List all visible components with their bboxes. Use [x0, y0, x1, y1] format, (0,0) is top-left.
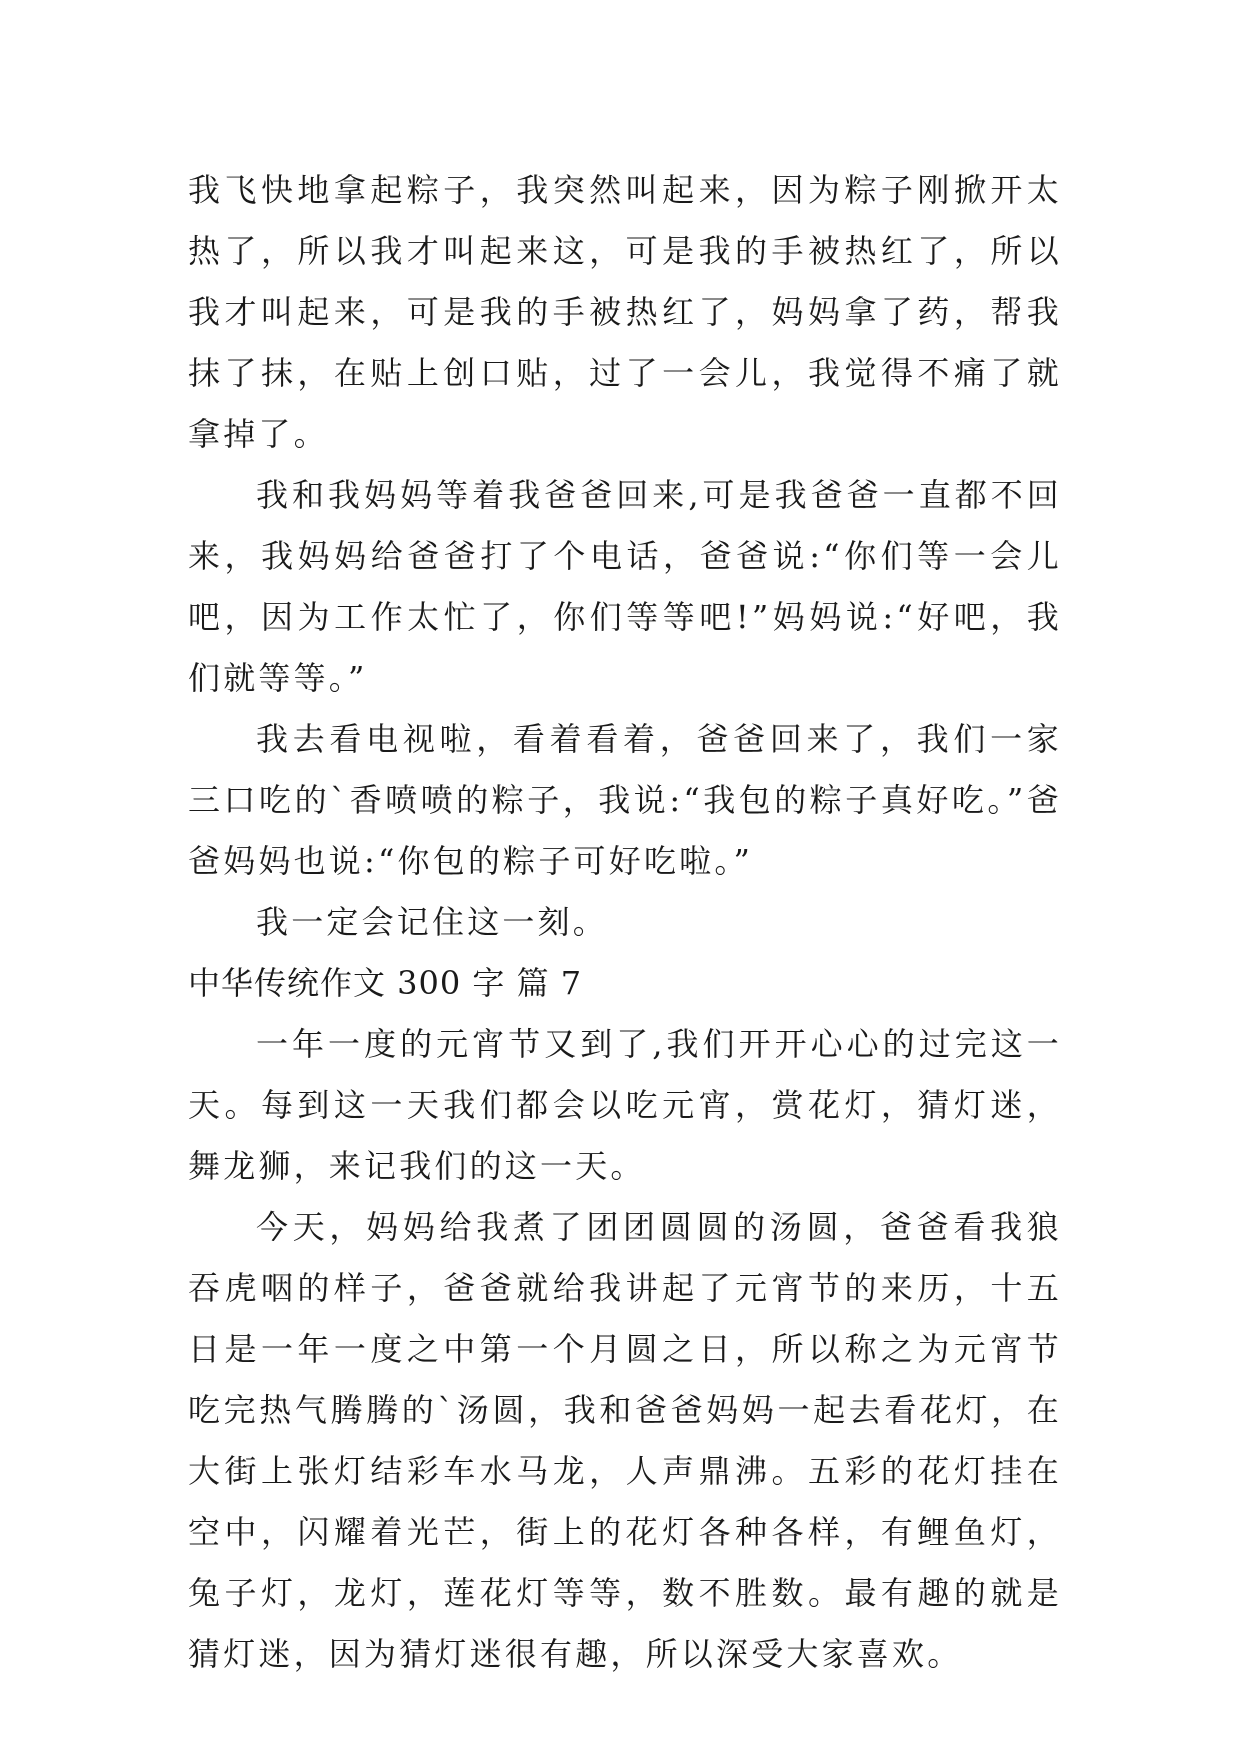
paragraph-2: 我和我妈妈等着我爸爸回来,可是我爸爸一直都不回来，我妈妈给爸爸打了个电话，爸爸说:“你们等一会儿吧，因为工作太忙了，你们等等吧!”妈妈说:“好吧，我们就等等。”	[188, 476, 1062, 697]
paragraph-1: 我飞快地拿起粽子，我突然叫起来，因为粽子刚掀开太热了，所以我才叫起来这，可是我的手被热红了，所以我才叫起来，可是我的手被热红了，妈妈拿了药，帮我抹了抹，在贴上创口贴，过了一会儿，我觉得不痛了就拿掉了。	[188, 171, 1062, 453]
document-body	[188, 160, 1062, 1685]
paragraph-5: 一年一度的元宵节又到了,我们开开心心的过完这一天。每到这一天我们都会以吃元宵，赏花灯，猜灯迷，舞龙狮，来记我们的这一天。	[188, 1025, 1062, 1185]
paragraph-4: 我一定会记住这一刻。	[256, 903, 609, 941]
paragraph-3: 我去看电视啦，看着看着，爸爸回来了，我们一家三口吃的`香喷喷的粽子，我说:“我包的粽子真好吃。”爸爸妈妈也说:“你包的粽子可好吃啦。”	[188, 720, 1062, 880]
paragraph-6: 今天，妈妈给我煮了团团圆圆的汤圆，爸爸看我狼吞虎咽的样子，爸爸就给我讲起了元宵节的来历，十五日是一年一度之中第一个月圆之日，所以称之为元宵节吃完热气腾腾的`汤圆，我和爸爸妈妈一起去看花灯，在大街上张灯结彩车水马龙，人声鼎沸。五彩的花灯挂在空中，闪耀着光芒，街上的花灯各种各样，有鲤鱼灯，兔子灯，龙灯，莲花灯等等，数不胜数。最有趣的就是猜灯迷，因为猜灯迷很有趣，所以深受大家喜欢。	[188, 1208, 1062, 1673]
section-heading: 中华传统作文 300 字 篇 7	[188, 964, 583, 1002]
